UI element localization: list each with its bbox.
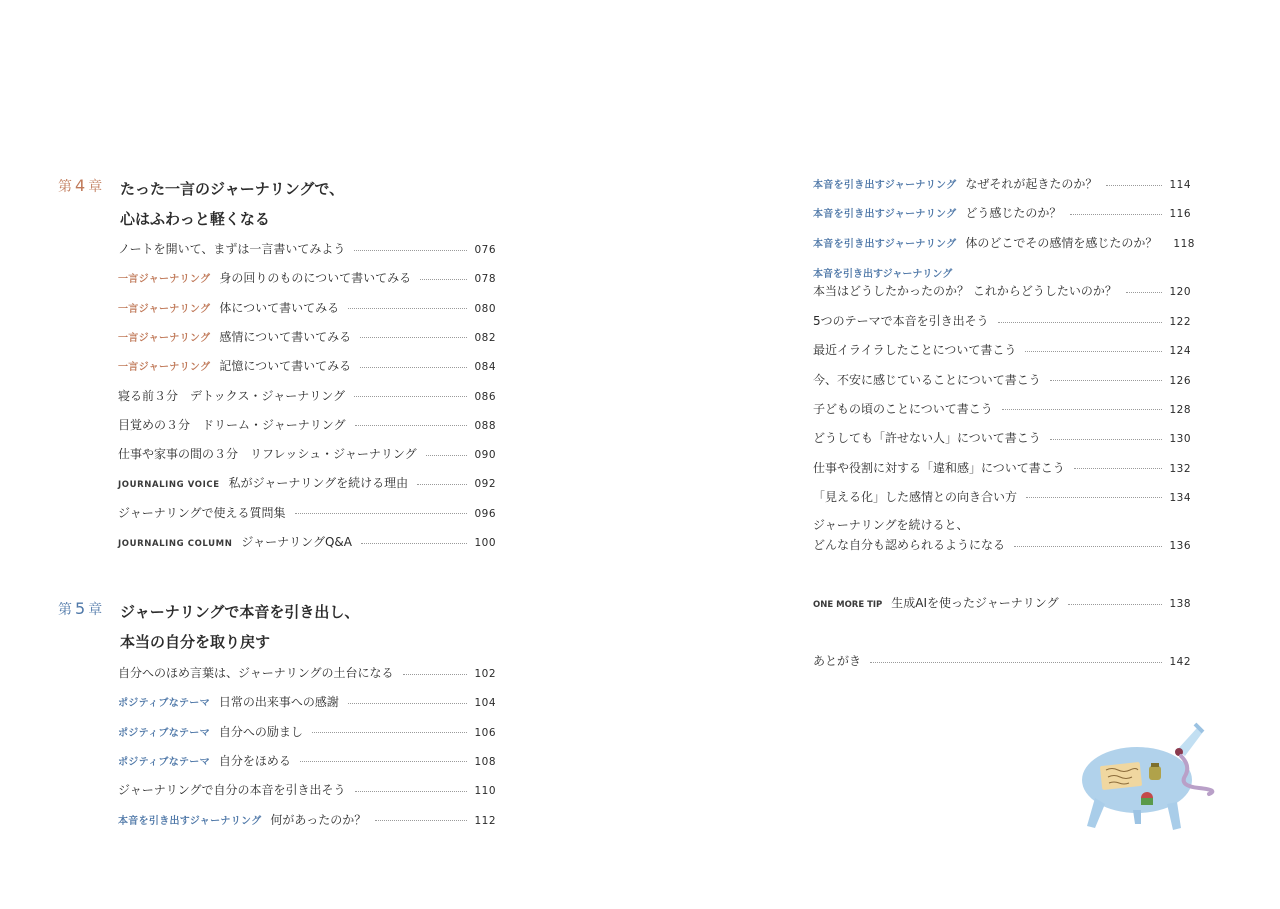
toc-entry[interactable]	[813, 312, 1191, 329]
leader-dots	[360, 366, 467, 368]
page-number: 134	[1169, 491, 1191, 504]
toc-entry-title: 仕事や役割に対する「違和感」について書こう	[813, 460, 1065, 475]
chapter-4-label: 第 4 章	[58, 176, 104, 195]
leader-dots	[348, 307, 467, 309]
page-number: 090	[474, 449, 496, 462]
toc-tag: 一言ジャーナリング	[118, 332, 211, 344]
page-number: 092	[474, 478, 496, 491]
leader-dots	[355, 790, 468, 792]
toc-entry[interactable]	[813, 459, 1191, 476]
leader-dots	[354, 395, 467, 397]
toc-entry-title: 5つのテーマで本音を引き出そう	[813, 314, 989, 328]
toc-entry[interactable]	[118, 269, 496, 286]
toc-entry-title: 寝る前３分 デトックス・ジャーナリング	[118, 388, 346, 403]
leader-dots	[375, 819, 467, 821]
toc-tag: 一言ジャーナリング	[118, 362, 211, 374]
toc-entry-title: 自分をほめる	[218, 753, 291, 768]
page-number: 116	[1169, 208, 1191, 221]
leader-dots	[300, 760, 468, 762]
leader-dots	[1126, 291, 1163, 293]
page-number: 130	[1169, 433, 1191, 446]
page-number: 108	[474, 755, 496, 768]
page-number: 124	[1169, 345, 1191, 358]
toc-entry[interactable]	[118, 504, 496, 521]
page-number: 086	[474, 390, 496, 403]
toc-tag: ポジティブなテーマ	[118, 727, 210, 739]
toc-tag: 本音を引き出すジャーナリング	[813, 180, 957, 191]
page-number: 142	[1169, 656, 1191, 668]
page-number: 100	[474, 537, 496, 549]
leader-dots	[1074, 467, 1163, 469]
page-number: 114	[1169, 179, 1191, 191]
toc-entry[interactable]	[118, 240, 496, 257]
chapter-4-title: たった一言のジャーナリングで、 心はふわっと軽くなる	[120, 180, 345, 228]
page-number: 084	[474, 361, 496, 374]
toc-tag: 本音を引き出すジャーナリング	[813, 269, 953, 280]
chapter-5-label: 第 5 章	[58, 599, 104, 618]
toc-entry[interactable]	[813, 488, 1191, 505]
toc-entry[interactable]	[118, 664, 496, 681]
page-number: 102	[474, 668, 496, 680]
toc-tag: 本音を引き出すジャーナリング	[813, 209, 957, 221]
leader-dots	[1070, 213, 1162, 215]
toc-entry[interactable]	[813, 175, 1191, 192]
leader-dots	[295, 512, 468, 514]
toc-entry-title: どうしても「許せない人」について書こう	[813, 431, 1041, 446]
toc-entry-title: 私がジャーナリングを続ける理由	[228, 476, 409, 491]
toc-entry[interactable]	[118, 723, 496, 740]
toc-entry-title: 自分へのほめ言葉は、ジャーナリングの土台になる	[118, 666, 394, 680]
toc-entry-title: ジャーナリングで使える質問集	[118, 505, 286, 520]
toc-entry[interactable]	[813, 400, 1191, 417]
leader-dots	[420, 278, 467, 280]
leader-dots	[1002, 408, 1163, 410]
leader-dots	[1014, 545, 1162, 547]
leader-dots	[360, 336, 467, 338]
toc-entry-title: ノートを開いて、まずは一言書いてみよう	[118, 242, 346, 256]
toc-entry-title: 最近イライラしたことについて書こう	[813, 343, 1017, 358]
page-number: 088	[474, 419, 496, 432]
page-number: 078	[474, 273, 496, 286]
toc-entry-title: 何があったのか？	[270, 812, 367, 827]
leader-dots	[1068, 603, 1163, 605]
page-number: 122	[1169, 316, 1191, 328]
toc-entry-title: 日常の出来事への感謝	[218, 695, 339, 710]
toc-entry-title: 「見える化」した感情との向き合い方	[813, 489, 1018, 504]
leader-dots	[355, 424, 468, 426]
leader-dots	[361, 542, 467, 544]
toc-tag: ONE MORE TIP	[813, 600, 883, 610]
page-number: 106	[474, 726, 496, 739]
toc-tag: ポジティブなテーマ	[118, 756, 210, 768]
leader-dots	[403, 673, 468, 675]
toc-entry-title: なぜそれが起きたのか？	[965, 177, 1098, 191]
toc-entry[interactable]	[813, 371, 1191, 388]
chapter-5-title: ジャーナリングで本音を引き出し、 本当の自分を取り戻す	[120, 603, 360, 651]
page-number: 080	[474, 302, 496, 315]
toc-entry-title: どう感じたのか？	[965, 206, 1062, 221]
page-number: 104	[474, 697, 496, 710]
leader-dots	[354, 249, 467, 251]
toc-entry[interactable]	[118, 533, 496, 550]
toc-entry-title: 記憶について書いてみる	[219, 359, 352, 374]
page-number: 110	[474, 785, 496, 798]
leader-dots	[426, 454, 468, 456]
toc-entry-title: 身の回りのものについて書いてみる	[219, 271, 412, 286]
toc-tag: 一言ジャーナリング	[118, 274, 211, 286]
toc-entry-line1[interactable]: ジャーナリングを続けると、	[813, 518, 969, 532]
toc-entry[interactable]	[118, 445, 496, 462]
toc-entry[interactable]: どんな自分も認められるようになる 136	[813, 538, 1191, 552]
toc-entry-afterword[interactable]: あとがき 142	[813, 654, 1191, 668]
page-number: 120	[1169, 286, 1191, 298]
toc-entry-title: ジャーナリングQ&A	[241, 535, 352, 549]
toc-tag: JOURNALING COLUMN	[118, 539, 233, 549]
leader-dots	[312, 731, 468, 733]
toc-entry[interactable]	[813, 341, 1191, 358]
toc-entry-title: ジャーナリングで自分の本音を引き出そう	[118, 783, 346, 798]
toc-entry-title: 今、不安に感じていることについて書こう	[813, 372, 1041, 387]
leader-dots	[417, 483, 467, 485]
toc-entry-one-more-tip[interactable]: ONE MORE TIP 生成AIを使ったジャーナリング 138	[813, 596, 1191, 610]
page-number: 126	[1169, 374, 1191, 387]
toc-entry[interactable]	[118, 752, 496, 769]
toc-tag: ポジティブなテーマ	[118, 698, 210, 710]
toc-entry[interactable]	[118, 357, 496, 374]
toc-entry-title: 体のどこでその感情を感じたのか？	[965, 235, 1158, 250]
leader-dots	[348, 702, 468, 704]
leader-dots	[1106, 184, 1162, 186]
toc-entry-title: 感情について書いてみる	[219, 329, 352, 344]
toc-entry-title: 子どもの頃のことについて書こう	[813, 401, 993, 416]
toc-tag: 本音を引き出すジャーナリング	[118, 815, 262, 827]
page-number: 082	[474, 331, 496, 344]
toc-entry[interactable]	[118, 693, 496, 710]
leader-dots	[998, 321, 1163, 323]
toc-entry-title: 仕事や家事の間の３分 リフレッシュ・ジャーナリング	[118, 447, 417, 462]
toc-entry[interactable]	[813, 204, 1191, 221]
toc-entry[interactable]	[118, 328, 496, 345]
page-number: 076	[474, 244, 496, 256]
toc-entry[interactable]	[118, 299, 496, 316]
toc-entry-title: 自分への励まし	[218, 724, 303, 739]
toc-tag: JOURNALING VOICE	[118, 480, 220, 491]
toc-entry[interactable]	[813, 429, 1191, 446]
leader-dots	[1026, 496, 1162, 498]
leader-dots	[1025, 350, 1162, 352]
page-number: 138	[1169, 598, 1191, 610]
toc-entry-title: 体について書いてみる	[219, 300, 340, 315]
toc-tag: 一言ジャーナリング	[118, 303, 211, 315]
toc-entry[interactable]	[118, 416, 496, 433]
toc-entry[interactable]	[118, 781, 496, 798]
toc-entry[interactable]	[118, 474, 496, 491]
page-number: 096	[474, 507, 496, 520]
table-with-journal-illustration-icon	[1075, 718, 1230, 833]
toc-entry[interactable]: 本当はどうしたかったのか？ これからどうしたいのか？ 120	[813, 284, 1191, 298]
page-number: 118	[1173, 237, 1195, 250]
toc-entry-title: 目覚めの３分 ドリーム・ジャーナリング	[118, 417, 346, 432]
toc-tag: 本音を引き出すジャーナリング	[813, 238, 957, 250]
page-number: 112	[474, 814, 496, 827]
page-number: 136	[1169, 540, 1191, 552]
toc-entry[interactable]	[118, 387, 496, 404]
toc-entry[interactable]	[813, 234, 1195, 251]
leader-dots	[1050, 379, 1163, 381]
page-number: 128	[1169, 403, 1191, 416]
leader-dots	[870, 661, 1162, 663]
leader-dots	[1050, 438, 1163, 440]
toc-entry[interactable]	[118, 811, 496, 828]
page-number: 132	[1169, 462, 1191, 475]
